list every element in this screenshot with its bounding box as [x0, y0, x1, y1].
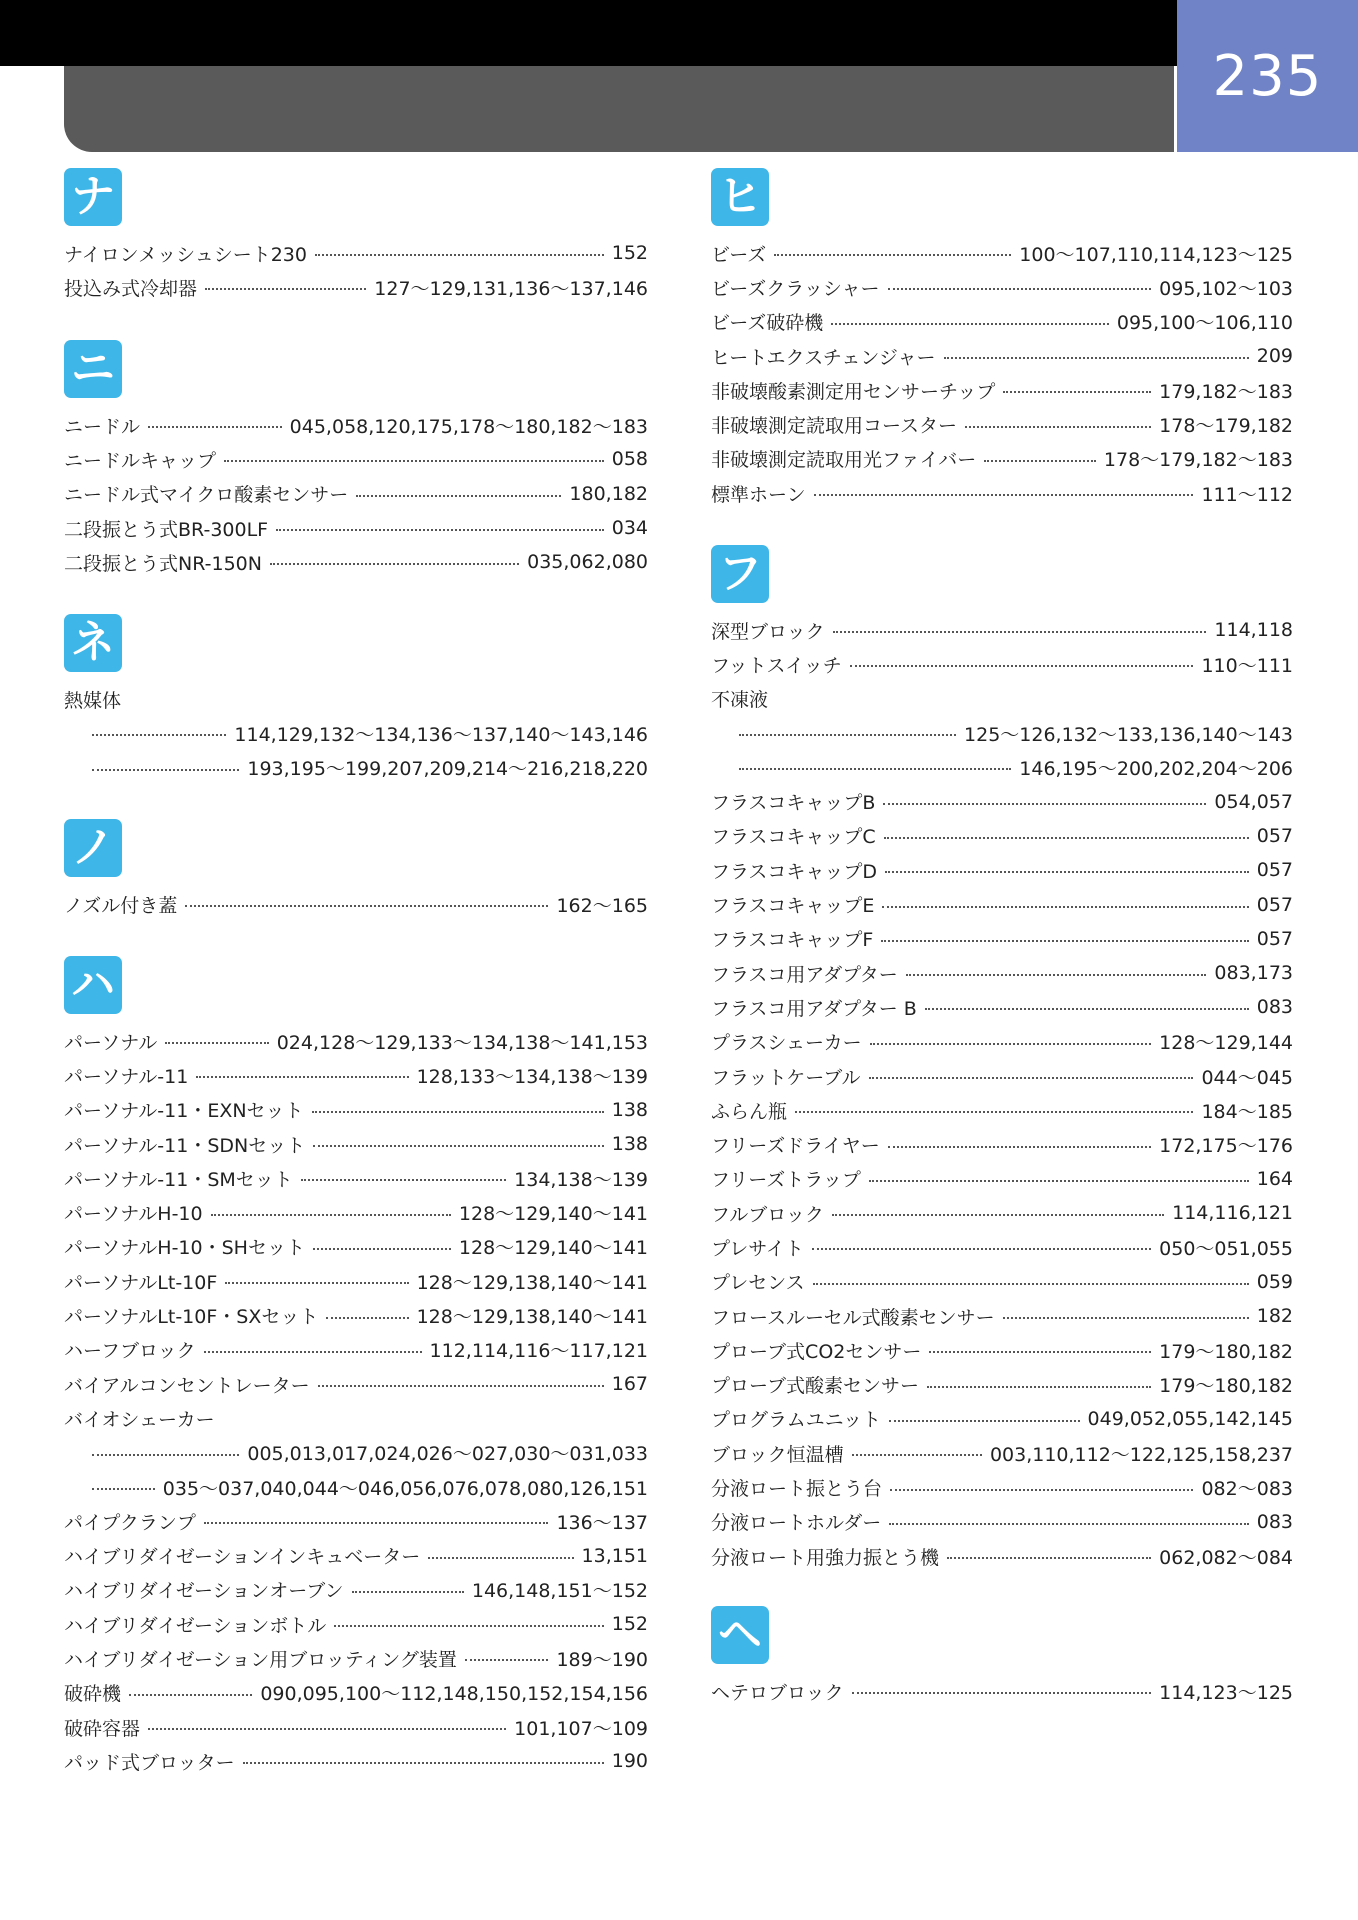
dot-leader [356, 495, 561, 497]
index-pages: 058 [611, 448, 648, 471]
index-entry [711, 1505, 1293, 1539]
index-term: パーソナルH-10 [64, 1203, 203, 1226]
index-entry [64, 477, 648, 511]
kana-heading-badge: ヒ [711, 168, 769, 226]
index-term: ヘテロブロック [711, 1681, 844, 1704]
index-entry [64, 716, 648, 750]
dot-leader [812, 1248, 1151, 1250]
index-term: フリーズドライヤー [711, 1135, 880, 1158]
index-term: ビーズ [711, 243, 767, 266]
dot-leader [929, 1351, 1151, 1353]
index-pages: 127～129,131,136～137,146 [374, 277, 648, 300]
index-pages: 136～137 [556, 1511, 648, 1534]
dot-leader [326, 1317, 408, 1319]
index-section [711, 545, 1293, 1569]
dot-leader [965, 426, 1151, 428]
index-entry [711, 716, 1293, 750]
kana-heading-badge: フ [711, 545, 769, 603]
index-entry-list [64, 887, 648, 921]
index-term: ハイブリダイゼーションボトル [64, 1614, 327, 1637]
index-term: フラスコキャップC [711, 826, 876, 849]
index-pages: 045,058,120,175,178～180,182～183 [289, 415, 648, 438]
index-term: 破砕機 [64, 1683, 122, 1706]
index-entry [64, 1161, 648, 1195]
index-pages: 035,062,080 [527, 551, 648, 574]
index-pages: 005,013,017,024,026～027,030～031,033 [247, 1443, 648, 1466]
index-pages: 062,082～084 [1159, 1546, 1293, 1569]
index-term: パイプクランプ [64, 1511, 196, 1534]
index-term: ハイブリダイゼーションインキュベーター [64, 1546, 421, 1569]
index-pages: 128～129,144 [1159, 1032, 1293, 1055]
dot-leader [795, 1111, 1193, 1113]
index-pages: 100～107,110,114,123～125 [1019, 243, 1293, 266]
dot-leader [92, 734, 226, 736]
dot-leader [889, 1523, 1248, 1525]
index-term: フラスコ用アダプター B [711, 997, 917, 1020]
index-pages: 182 [1256, 1305, 1293, 1328]
dot-leader [428, 1557, 573, 1559]
dot-leader [889, 1420, 1079, 1422]
index-term: ブロック恒温槽 [711, 1443, 844, 1466]
index-entry [711, 1230, 1293, 1264]
index-entry [64, 236, 648, 270]
kana-heading-badge: ハ [64, 956, 122, 1014]
index-pages: 134,138～139 [514, 1168, 648, 1191]
index-entry [711, 1025, 1293, 1059]
index-pages: 090,095,100～112,148,150,152,154,156 [260, 1683, 648, 1706]
dot-leader [852, 1454, 982, 1456]
index-term: バイオシェーカー [64, 1408, 215, 1431]
index-entry [711, 819, 1293, 853]
index-term: 非破壊測定読取用光ファイバー [711, 449, 977, 472]
index-pages: 110～111 [1201, 654, 1293, 677]
index-pages: 184～185 [1201, 1100, 1293, 1123]
index-term: パーソナル-11・SDNセット [64, 1134, 306, 1157]
index-entry-list [64, 1024, 648, 1779]
dot-leader [318, 1385, 604, 1387]
index-entry [64, 1024, 648, 1058]
index-term: 二段振とう式BR-300LF [64, 518, 269, 541]
index-pages: 179,182～183 [1159, 380, 1293, 403]
index-entry [711, 1265, 1293, 1299]
dot-leader [870, 1043, 1151, 1045]
page-number: 235 [1212, 44, 1323, 109]
index-term: プローブ式CO2センサー [711, 1340, 922, 1363]
dot-leader [888, 288, 1152, 290]
dot-leader [906, 974, 1207, 976]
index-term: プログラムユニット [711, 1409, 882, 1432]
index-pages: 057 [1256, 927, 1293, 950]
index-term: ハイブリダイゼーション用ブロッティング装置 [64, 1648, 457, 1671]
kana-heading-badge: ナ [64, 168, 122, 226]
index-term: 非破壊測定読取用コースター [711, 415, 958, 438]
dot-leader [92, 1488, 155, 1490]
index-pages: 172,175～176 [1159, 1135, 1293, 1158]
index-term: ニードル [64, 415, 141, 438]
index-entry [711, 887, 1293, 921]
dot-leader [196, 1076, 408, 1078]
kana-heading-badge: ネ [64, 614, 122, 672]
dot-leader [881, 940, 1248, 942]
index-pages: 128,133～134,138～139 [416, 1065, 648, 1088]
kana-heading-badge: ニ [64, 340, 122, 398]
index-pages: 057 [1256, 824, 1293, 847]
dot-leader [352, 1591, 464, 1593]
dot-leader [947, 1557, 1151, 1559]
index-entry [711, 339, 1293, 373]
index-term: ハーフブロック [64, 1340, 196, 1363]
index-pages: 083 [1256, 996, 1293, 1019]
dot-leader [312, 1111, 604, 1113]
index-entry [64, 1298, 648, 1332]
index-entry [711, 1470, 1293, 1504]
index-entry [64, 1436, 648, 1470]
index-section [711, 1606, 1293, 1704]
index-section [711, 168, 1293, 506]
index-pages: 128～129,138,140～141 [416, 1306, 648, 1329]
index-entry [711, 682, 1293, 716]
index-entry [711, 1674, 1293, 1708]
index-pages: 114,118 [1214, 619, 1293, 642]
index-entry [64, 682, 648, 716]
dot-leader [739, 768, 1011, 770]
index-entry [711, 922, 1293, 956]
dot-leader [92, 1454, 239, 1456]
dot-leader [944, 357, 1249, 359]
kana-heading-badge: ヘ [711, 1606, 769, 1664]
index-entry [64, 1058, 648, 1092]
index-entry [711, 750, 1293, 784]
index-entry [64, 1573, 648, 1607]
index-term: 非破壊酸素測定用センサーチップ [711, 380, 996, 403]
dot-leader [814, 494, 1194, 496]
index-entry [711, 476, 1293, 510]
dot-leader [148, 426, 282, 428]
index-pages: 024,128～129,133～134,138～141,153 [276, 1031, 648, 1054]
index-entry [64, 1641, 648, 1675]
index-pages: 049,052,055,142,145 [1087, 1407, 1293, 1430]
index-pages: 095,102～103 [1159, 277, 1293, 300]
index-entry [64, 1093, 648, 1127]
dot-leader [276, 529, 604, 531]
index-pages: 128～129,140～141 [458, 1237, 648, 1260]
index-entry [64, 1195, 648, 1229]
index-entry [711, 373, 1293, 407]
dot-leader [313, 1145, 604, 1147]
dot-leader [883, 803, 1206, 805]
dot-leader [888, 1146, 1151, 1148]
index-entry [711, 1299, 1293, 1333]
index-pages: 146,148,151～152 [471, 1580, 648, 1603]
index-entry [64, 1744, 648, 1778]
index-entry [64, 545, 648, 579]
index-entry [64, 1504, 648, 1538]
index-entry [64, 1367, 648, 1401]
index-pages: 059 [1256, 1270, 1293, 1293]
index-pages: 128～129,140～141 [458, 1203, 648, 1226]
dot-leader [301, 1179, 506, 1181]
index-entry [711, 613, 1293, 647]
index-pages: 114,129,132～134,136～137,140～143,146 [234, 723, 648, 746]
index-entry [711, 990, 1293, 1024]
dot-leader [890, 1489, 1193, 1491]
index-section [64, 819, 648, 917]
index-term: フラットケーブル [711, 1066, 861, 1089]
index-term: ハイブリダイゼーションオーブン [64, 1580, 344, 1603]
index-pages: 152 [611, 1613, 648, 1636]
index-pages: 190 [611, 1750, 648, 1773]
dot-leader [885, 871, 1249, 873]
index-entry [711, 1059, 1293, 1093]
index-term: パーソナル-11 [64, 1065, 189, 1088]
index-entry [64, 1676, 648, 1710]
index-pages: 083,173 [1214, 962, 1293, 985]
index-term: パーソナルLt-10F・SXセット [64, 1306, 319, 1329]
index-pages: 152 [611, 242, 648, 265]
index-entry [64, 887, 648, 921]
index-pages: 057 [1256, 859, 1293, 882]
index-term: パッド式ブロッター [64, 1751, 235, 1774]
kana-heading-badge: ノ [64, 819, 122, 877]
index-entry [64, 1401, 648, 1435]
index-entry [64, 1127, 648, 1161]
index-term: フロースルーセル式酸素センサー [711, 1306, 995, 1329]
dot-leader [185, 905, 548, 907]
dot-leader [984, 460, 1096, 462]
index-term: フラスコキャップE [711, 895, 875, 918]
index-pages: 128～129,138,140～141 [416, 1271, 648, 1294]
index-term: 分液ロート振とう台 [711, 1478, 883, 1501]
index-term: フラスコ用アダプター [711, 963, 898, 986]
dot-leader [869, 1180, 1249, 1182]
dot-leader [739, 734, 956, 736]
index-term: 標準ホーン [711, 483, 806, 506]
index-pages: 138 [611, 1133, 648, 1156]
dot-leader [204, 1522, 549, 1524]
index-pages: 095,100～106,110 [1116, 312, 1293, 335]
index-pages: 189～190 [556, 1648, 648, 1671]
index-term: 深型ブロック [711, 620, 825, 643]
dot-leader [148, 1728, 506, 1730]
dot-leader [1003, 1317, 1249, 1319]
index-pages: 111～112 [1201, 483, 1293, 506]
dot-leader [882, 906, 1248, 908]
index-pages: 138 [611, 1098, 648, 1121]
index-term: プローブ式酸素センサー [711, 1375, 920, 1398]
index-term: 分液ロート用強力振とう機 [711, 1546, 940, 1569]
index-entry [711, 1127, 1293, 1161]
dot-leader [205, 288, 366, 290]
index-term: 破砕容器 [64, 1717, 141, 1740]
dot-leader [833, 631, 1207, 633]
index-entry [711, 1368, 1293, 1402]
index-entry [64, 408, 648, 442]
index-pages: 178～179,182 [1159, 415, 1293, 438]
index-entry [711, 1333, 1293, 1367]
dot-leader [465, 1659, 549, 1661]
index-term: ヒートエクスチェンジャー [711, 346, 936, 369]
index-term: フラスコキャップB [711, 792, 876, 815]
index-entry [64, 270, 648, 304]
index-pages: 114,116,121 [1172, 1202, 1293, 1225]
index-term: パーソナル [64, 1031, 158, 1054]
dot-leader [270, 563, 519, 565]
index-entry-list [711, 613, 1293, 1573]
index-entry [64, 1264, 648, 1298]
index-entry [711, 1539, 1293, 1573]
dot-leader [850, 665, 1194, 667]
index-entry [711, 784, 1293, 818]
index-entry-list [64, 682, 648, 785]
index-pages: 035～037,040,044～046,056,076,078,080,126,151 [162, 1477, 648, 1500]
index-entry [64, 1470, 648, 1504]
index-pages: 125～126,132～133,136,140～143 [964, 723, 1293, 746]
index-pages: 050～051,055 [1159, 1237, 1293, 1260]
index-term: 分液ロートホルダー [711, 1512, 882, 1535]
index-term: ビーズクラッシャー [711, 277, 880, 300]
index-entry [711, 236, 1293, 270]
header-gray-band [64, 66, 1174, 152]
index-entry [711, 647, 1293, 681]
index-pages: 112,114,116～117,121 [429, 1340, 648, 1363]
index-term: プラスシェーカー [711, 1032, 862, 1055]
index-entry [64, 1607, 648, 1641]
index-entry [711, 442, 1293, 476]
dot-leader [852, 1692, 1152, 1694]
index-section [64, 168, 648, 300]
dot-leader [774, 254, 1011, 256]
index-pages: 178～179,182～183 [1103, 449, 1293, 472]
index-entry [711, 407, 1293, 441]
index-pages: 114,123～125 [1159, 1681, 1293, 1704]
index-term: フラスコキャップF [711, 929, 874, 952]
index-term: フラスコキャップD [711, 860, 878, 883]
page-number-box [1177, 0, 1358, 152]
index-entry [64, 1230, 648, 1264]
index-pages: 180,182 [569, 482, 648, 505]
dot-leader [884, 837, 1249, 839]
dot-leader [813, 1283, 1249, 1285]
dot-leader [315, 254, 604, 256]
index-pages: 044～045 [1201, 1066, 1293, 1089]
dot-leader [869, 1077, 1194, 1079]
index-pages: 13,151 [581, 1544, 648, 1567]
index-pages: 003,110,112～122,125,158,237 [989, 1443, 1293, 1466]
index-entry [711, 1436, 1293, 1470]
dot-leader [129, 1694, 252, 1696]
index-pages: 193,195～199,207,209,214～216,218,220 [247, 758, 648, 781]
index-term: パーソナルH-10・SHセット [64, 1237, 305, 1260]
index-entry [711, 1162, 1293, 1196]
index-entry [64, 511, 648, 545]
dot-leader [165, 1042, 268, 1044]
index-pages: 034 [611, 517, 648, 540]
index-term: パーソナル-11・SMセット [64, 1168, 293, 1191]
index-term: 熱媒体 [64, 689, 122, 712]
index-term: 二段振とう式NR-150N [64, 552, 262, 575]
index-entry [711, 1196, 1293, 1230]
index-term: プレセンス [711, 1272, 805, 1295]
index-pages: 179～180,182 [1159, 1375, 1293, 1398]
index-entry [711, 270, 1293, 304]
index-section [64, 956, 648, 1774]
index-pages: 082～083 [1201, 1478, 1293, 1501]
index-term: バイアルコンセントレーター [64, 1374, 310, 1397]
dot-leader [927, 1386, 1151, 1388]
index-pages: 146,195～200,202,204～206 [1019, 757, 1293, 780]
index-entry-list [711, 236, 1293, 510]
index-entry [711, 1402, 1293, 1436]
index-entry [711, 305, 1293, 339]
dot-leader [224, 460, 604, 462]
index-section [64, 614, 648, 781]
index-entry [711, 1093, 1293, 1127]
index-entry [64, 1538, 648, 1572]
index-term: パーソナル-11・EXNセット [64, 1100, 304, 1123]
index-term: 不凍液 [711, 689, 769, 712]
index-term: ビーズ破砕機 [711, 312, 824, 335]
index-entry [64, 1710, 648, 1744]
index-entry [711, 956, 1293, 990]
index-term: フットスイッチ [711, 654, 842, 677]
index-entry [64, 751, 648, 785]
index-pages: 101,107～109 [514, 1717, 648, 1740]
index-pages: 162～165 [556, 894, 648, 917]
dot-leader [831, 323, 1109, 325]
index-entry-list [64, 236, 648, 305]
index-term: フリーズトラップ [711, 1169, 861, 1192]
dot-leader [1003, 391, 1151, 393]
index-pages: 164 [1256, 1167, 1293, 1190]
index-pages: 167 [611, 1373, 648, 1396]
index-pages: 083 [1256, 1510, 1293, 1533]
index-entry [64, 442, 648, 476]
index-term: パーソナルLt-10F [64, 1271, 218, 1294]
dot-leader [211, 1214, 451, 1216]
index-term: ふらん瓶 [711, 1100, 788, 1123]
dot-leader [832, 1214, 1164, 1216]
dot-leader [225, 1282, 408, 1284]
dot-leader [92, 769, 239, 771]
index-term: ニードルキャップ [64, 449, 217, 472]
index-term: ノズル付き蓋 [64, 894, 178, 917]
index-pages: 057 [1256, 893, 1293, 916]
index-entry [711, 853, 1293, 887]
index-entry-list [711, 1674, 1293, 1708]
index-term: 投込み式冷却器 [64, 277, 198, 300]
index-pages: 054,057 [1214, 790, 1293, 813]
dot-leader [334, 1625, 604, 1627]
header-black-band [0, 0, 1358, 66]
index-pages: 179～180,182 [1159, 1340, 1293, 1363]
index-entry-list [64, 408, 648, 579]
index-term: プレサイト [711, 1237, 804, 1260]
index-term: ナイロンメッシュシート230 [64, 243, 307, 266]
dot-leader [243, 1762, 604, 1764]
dot-leader [313, 1248, 451, 1250]
index-pages: 209 [1256, 345, 1293, 368]
index-entry [64, 1333, 648, 1367]
index-term: ニードル式マイクロ酸素センサー [64, 484, 349, 507]
dot-leader [204, 1351, 422, 1353]
index-section [64, 340, 648, 575]
index-term: フルブロック [711, 1203, 824, 1226]
dot-leader [925, 1008, 1249, 1010]
